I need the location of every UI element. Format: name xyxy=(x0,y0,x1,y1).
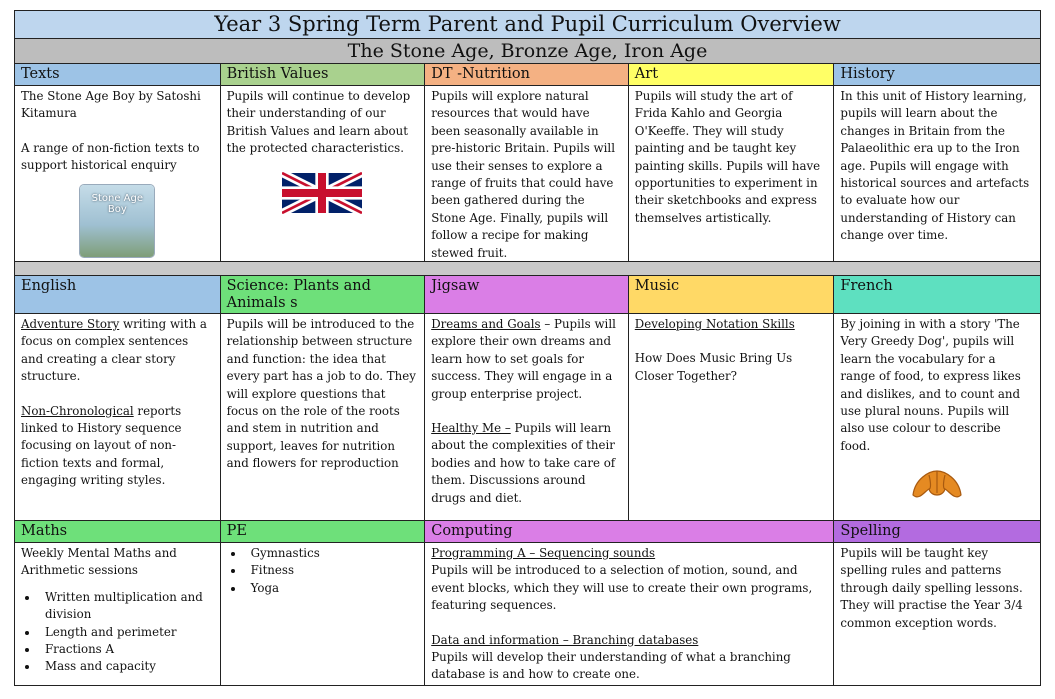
texts-header: Texts xyxy=(15,63,221,85)
history-header: History xyxy=(834,63,1040,85)
jigsaw-cell xyxy=(425,313,629,520)
row2-headers xyxy=(14,275,1041,313)
dt-cell xyxy=(425,85,629,261)
music-cell xyxy=(629,313,835,520)
jigsaw-healthy-body: Pupils will learn about the complexities of their bodies and how to take care of them. Discussions around drugs and diet. xyxy=(431,421,616,505)
texts-cell xyxy=(15,85,221,261)
art-cell xyxy=(629,85,835,261)
computing-data-title: Data and information – Branching databases xyxy=(431,632,699,647)
science-cell xyxy=(221,313,426,520)
jigsaw-healthy-title: Healthy Me – xyxy=(431,421,511,436)
english-nonchron-title: Non-Chronological xyxy=(21,403,134,418)
history-cell xyxy=(834,85,1040,261)
dt-header: DT -Nutrition xyxy=(425,63,629,85)
british-values-cell xyxy=(221,85,426,261)
pe-header: PE xyxy=(221,520,426,542)
list-item: • Fractions A xyxy=(39,641,214,658)
croissant-icon xyxy=(909,465,965,509)
spelling-body: Pupils will be taught key spelling rules and patterns through daily spelling lessons. They will practise the Year 3/4 common exception words. xyxy=(840,546,1023,630)
british-values-header: British Values xyxy=(221,63,426,85)
maths-header: Maths xyxy=(15,520,221,542)
english-adventure-title: Adventure Story xyxy=(21,317,120,331)
history-body: In this unit of History learning, pupils will learn about the changes in Britain from the Palaeolithic era up to the Iron age. Pupils will engage with historical sources and artefacts to evaluate how our understanding of History can change over time. xyxy=(840,89,1030,243)
row1-headers xyxy=(14,63,1041,85)
row2-content xyxy=(14,313,1041,520)
computing-header: Computing xyxy=(425,520,834,542)
list-item: • Fitness xyxy=(245,562,419,579)
list-item: • Gymnastics xyxy=(245,545,419,562)
page-title: Year 3 Spring Term Parent and Pupil Curriculum Overview xyxy=(14,10,1041,38)
british-values-body: Pupils will continue to develop their understanding of our British Values and learn about the protected characteristics. xyxy=(226,89,411,156)
science-header: Science: Plants and Animals s xyxy=(221,275,426,313)
french-cell xyxy=(834,313,1040,520)
list-item: • Length and perimeter xyxy=(39,624,214,641)
book-cover-icon xyxy=(80,185,154,257)
list-item: • Yoga xyxy=(245,580,419,597)
computing-programming-body: Pupils will be introduced to a selection of motion, sound, and event blocks, which they will use to create their own programs, featuring sequences. xyxy=(431,563,813,613)
english-cell xyxy=(15,313,221,520)
texts-line2: A range of non-fiction texts to support historical enquiry xyxy=(21,140,200,173)
english-nonchron-body: reports linked to History sequence focusing on layout of non-fiction texts and formal, engaging writing styles. xyxy=(21,403,182,488)
music-header: Music xyxy=(629,275,835,313)
jigsaw-header: Jigsaw xyxy=(425,275,629,313)
list-item: • Mass and capacity xyxy=(39,658,214,675)
union-jack-flag-icon xyxy=(282,172,362,214)
art-body: Pupils will study the art of Frida Kahlo and Georgia O'Keeffe. They will study painting and be taught key painting skills. Pupils will have opportunities to experiment in their sketchbooks and express themselves artistically. xyxy=(634,89,821,225)
science-body: Pupils will be introduced to the relationship between structure and function: the idea that every part has a job to do. They will explore questions that focus on the role of the roots and stem in nutrition and support, leaves for nutrition and flowers for reproduction xyxy=(226,317,416,471)
maths-intro: Weekly Mental Maths and Arithmetic sessions xyxy=(21,546,177,578)
music-body: How Does Music Bring Us Closer Together? xyxy=(634,351,793,383)
curriculum-overview xyxy=(14,10,1041,686)
page-subtitle: The Stone Age, Bronze Age, Iron Age xyxy=(14,38,1041,63)
art-header: Art xyxy=(629,63,835,85)
row3-headers xyxy=(14,520,1041,542)
french-header: French xyxy=(834,275,1040,313)
book-cover-title: Stone Age Boy xyxy=(91,192,143,215)
section-divider xyxy=(14,261,1041,275)
french-body: By joining in with a story 'The Very Greedy Dog', pupils will learn the vocabulary for a range of food, to express likes and dislikes, and to count and use plural nouns. Pupils will also use colour to describe food. xyxy=(840,317,1021,453)
texts-line1: The Stone Age Boy by Satoshi Kitamura xyxy=(21,89,201,121)
row3-content xyxy=(14,542,1041,686)
row1-content xyxy=(14,85,1041,261)
pe-list xyxy=(227,545,419,597)
maths-cell xyxy=(15,542,221,685)
jigsaw-dreams-title: Dreams and Goals xyxy=(431,317,541,331)
spelling-cell xyxy=(834,542,1040,685)
pe-cell xyxy=(221,542,426,685)
dt-body: Pupils will explore natural resources that would have been seasonally available in pre-historic Britain. Pupils will use their senses to explore a range of fruits that could have been gathered during the Stone Age. Finally, pupils will follow a recipe for making stewed fruit. xyxy=(431,89,615,260)
english-header: English xyxy=(15,275,221,313)
jigsaw-dreams-body: – Pupils will explore their own dreams and learn how to set goals for success. They will engage in a group enterprise project. xyxy=(431,317,616,401)
computing-programming-title: Programming A – Sequencing sounds xyxy=(431,546,656,560)
maths-list xyxy=(21,589,214,676)
computing-data-body: Pupils will develop their understanding of what a branching database is and how to create one. xyxy=(431,650,791,682)
music-notation-title: Developing Notation Skills xyxy=(634,317,795,331)
list-item: • Written multiplication and division xyxy=(39,589,214,624)
computing-cell xyxy=(425,542,834,685)
spelling-header: Spelling xyxy=(834,520,1040,542)
english-adventure-body: writing with a focus on complex sentences and creating a clear story structure. xyxy=(21,317,207,384)
